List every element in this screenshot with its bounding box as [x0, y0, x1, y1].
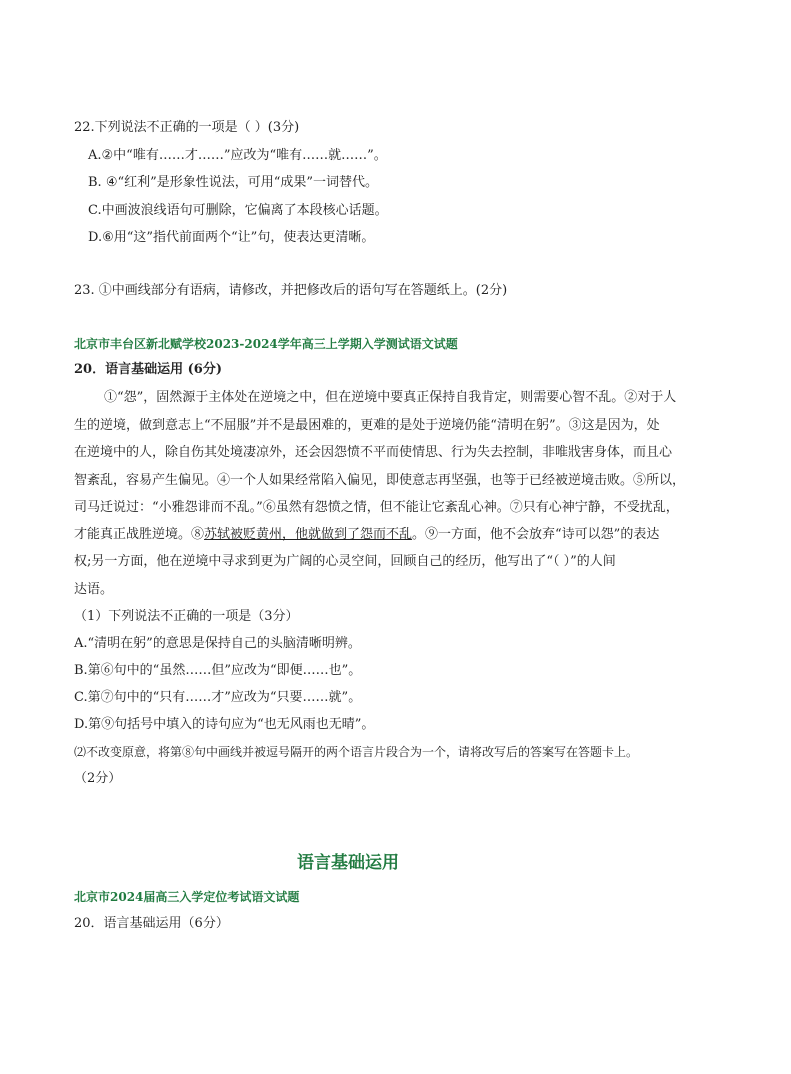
passage-line-2: 生的逆境，做到意志上“不屈服”并不是最困难的，更难的是处于逆境仍能“清明在躬”。③这是因为，处 — [74, 418, 660, 433]
passage-line-5: 司马迁说过：“小雅怨诽而不乱。”⑥虽然有怨愤之情，但不能让它紊乱心神。⑦只有心神宁静，不受扰乱， — [74, 500, 679, 515]
sub1-option-a: A.“清明在躬”的意思是保持自己的头脑清晰明辨。 — [74, 636, 361, 651]
q22-option-a: A.②中“唯有……才……”应改为“唯有……就……”。 — [88, 148, 387, 163]
passage-line-6-before: 才能真正战胜逆境。⑧ — [74, 527, 205, 542]
passage-line-7: 权;另一方面，他在逆境中寻求到更为广阔的心灵空间，回顾自己的经历，他写出了“（ ）”的人间 — [74, 554, 616, 569]
passage-line-6-after: 。⑨一方面，他不会放弃“诗可以怨”的表达 — [412, 527, 660, 542]
section1-source: 北京市丰台区新北赋学校2023-2024学年高三上学期入学测试语文试题 — [74, 337, 458, 351]
passage-line-6 — [74, 525, 659, 545]
sub1-stem: （1）下列说法不正确的一项是（3分） — [74, 609, 299, 624]
passage-line-3: 在逆境中的人，除自伤其处境凄凉外，还会因怨愤不平而使情思、行为失去控制，非唯戕害身体，而且心 — [74, 445, 673, 460]
q22-option-b: B. ④“红利”是形象性说法，可用“成果”一词替代。 — [88, 175, 379, 190]
passage-line-4: 智紊乱，容易产生偏见。④一个人如果经常陷入偏见，即使意志再坚强，也等于已经被逆境击败。⑤所以， — [74, 473, 686, 488]
sub1-option-d: D.第⑨句括号中填入的诗句应为“也无风雨也无晴”。 — [74, 717, 375, 732]
sub2-stem: ⑵不改变原意，将第⑧句中画线并被逗号隔开的两个语言片段合为一个，请将改写后的答案写在答题卡上。 — [74, 745, 639, 759]
q22-stem: 22.下列说法不正确的一项是（ ）(3分) — [74, 120, 300, 135]
passage-line-1: ①“怨”，固然源于主体处在逆境之中，但在逆境中要真正保持自我肯定，则需要心智不乱。②对于人 — [104, 390, 677, 405]
q22-option-d: D.⑥用“这”指代前面两个“让”句，使表达更清晰。 — [88, 230, 375, 245]
section1-title: 20．语言基础运用 (6分) — [74, 362, 222, 377]
sub2-score: （2分） — [74, 771, 122, 786]
q22-option-c: C.中画波浪线语句可删除，它偏离了本段核心话题。 — [88, 203, 388, 218]
section2-heading: 语言基础运用 — [297, 853, 399, 873]
passage-line-8: 达语。 — [74, 582, 114, 597]
sub1-option-c: C.第⑦句中的“只有……才”应改为“只要……就”。 — [74, 690, 362, 705]
q23-text: 23. ①中画线部分有语病，请修改，并把修改后的语句写在答题纸上。(2分) — [74, 283, 508, 298]
sub1-option-b: B.第⑥句中的“虽然……但”应改为“即便……也”。 — [74, 663, 362, 678]
section2-source: 北京市2024届高三入学定位考试语文试题 — [74, 890, 300, 904]
underlined-sentence: 苏轼被贬黄州，他就做到了怨而不乱 — [204, 527, 413, 542]
section2-title: 20．语言基础运用（6分） — [74, 916, 229, 931]
